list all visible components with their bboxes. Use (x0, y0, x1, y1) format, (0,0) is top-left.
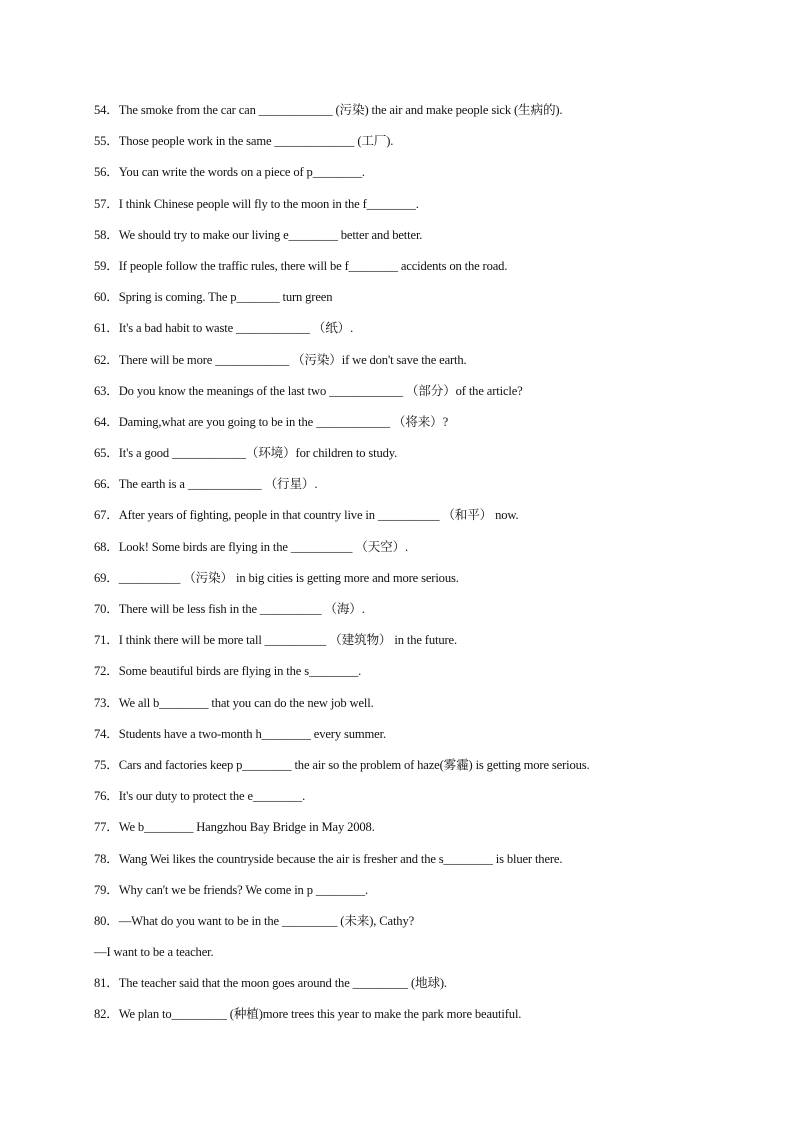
question-81: 81．The teacher said that the moon goes around the _________ (地球). (94, 976, 447, 991)
question-77: 77．We b________ Hangzhou Bay Bridge in May 2008. (94, 820, 375, 835)
question-82: 82．We plan to_________ (种植)more trees this year to make the park more beautiful. (94, 1007, 522, 1022)
question-56: 56．You can write the words on a piece of p________. (94, 165, 365, 180)
question-79: 79．Why can't we be friends? We come in p ________. (94, 882, 369, 897)
question-73: 73．We all b________ that you can do the new job well. (94, 695, 374, 710)
question-67: 67．After years of fighting, people in that country live in __________ （和平） now. (94, 508, 519, 523)
question-63: 63．Do you know the meanings of the last two ____________ （部分）of the article? (94, 383, 523, 398)
question-78: 78．Wang Wei likes the countryside because the air is fresher and the s________ is bluer there. (94, 851, 563, 866)
question-61: 61．It's a bad habit to waste ____________ （纸）. (94, 321, 354, 336)
question-57: 57．I think Chinese people will fly to the moon in the f________. (94, 196, 419, 211)
question-54: 54．The smoke from the car can ____________ (污染) the air and make people sick (生病的). (94, 103, 563, 117)
question-66: 66．The earth is a ____________ （行星）. (94, 477, 318, 492)
question-69: 69．__________ （污染） in big cities is getting more and more serious. (94, 570, 459, 585)
question-64: 64．Daming,what are you going to be in the ____________ （将来）? (94, 414, 449, 429)
answer-80: —I want to be a teacher. (94, 945, 214, 960)
question-58: 58．We should try to make our living e________ better and better. (94, 227, 423, 242)
question-70: 70．There will be less fish in the __________ （海）. (94, 602, 365, 616)
question-62: 62．There will be more ____________ （污染）if we don't save the earth. (94, 352, 467, 367)
question-75: 75．Cars and factories keep p________ the air so the problem of haze(雾霾) is getting more serious. (94, 757, 590, 772)
question-74: 74．Students have a two-month h________ every summer. (94, 726, 386, 741)
question-71: 71．I think there will be more tall __________ （建筑物） in the future. (94, 633, 457, 648)
question-55: 55．Those people work in the same _____________ (工厂). (94, 134, 394, 149)
question-68: 68．Look! Some birds are flying in the __________ （天空）. (94, 539, 409, 554)
question-59: 59．If people follow the traffic rules, there will be f________ accidents on the road. (94, 258, 508, 273)
question-list (94, 100, 774, 1036)
question-80: 80．—What do you want to be in the _________ (未来), Cathy? (94, 913, 415, 928)
question-76: 76．It's our duty to protect the e________. (94, 789, 306, 804)
question-60: 60．Spring is coming. The p_______ turn green (94, 290, 333, 305)
question-65: 65．It's a good ____________（环境）for children to study. (94, 446, 398, 461)
question-72: 72．Some beautiful birds are flying in the s________. (94, 664, 362, 679)
